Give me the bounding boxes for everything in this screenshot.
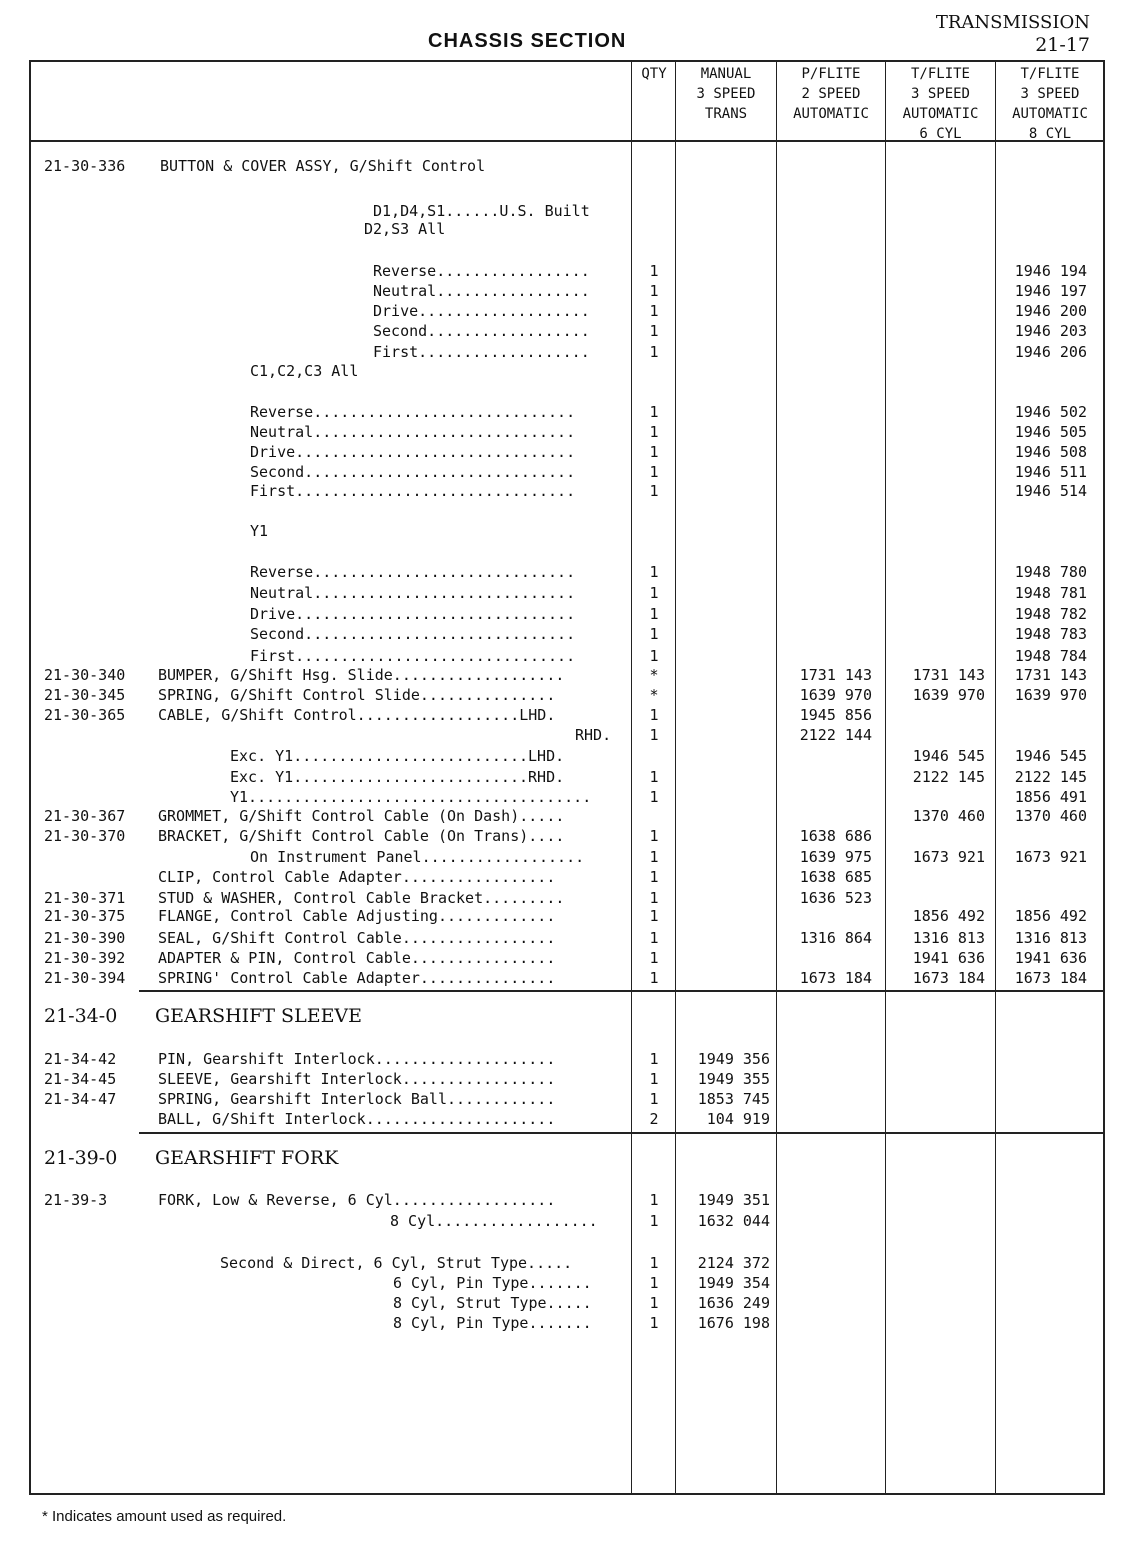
part-number-cell: 1946 545 — [912, 747, 985, 765]
group-number: 21-39-0 — [44, 1147, 118, 1169]
part-description: Second & Direct, 6 Cyl, Strut Type..... — [220, 1254, 573, 1272]
part-number-cell: 1673 184 — [1014, 969, 1087, 987]
quantity-cell: 1 — [649, 584, 659, 602]
quantity-cell: 1 — [649, 889, 659, 907]
part-number-cell: 1946 508 — [1014, 443, 1087, 461]
part-description: Exc. Y1..........................LHD. — [230, 747, 565, 765]
part-number-cell: 1638 686 — [799, 827, 872, 845]
quantity-cell: 1 — [649, 726, 659, 744]
part-group-number: 21-30-340 — [44, 666, 126, 684]
part-description: RHD. — [575, 726, 612, 744]
part-description: SEAL, G/Shift Control Cable................. — [158, 929, 556, 947]
part-description: PIN, Gearshift Interlock.................... — [158, 1050, 556, 1068]
quantity-cell: 1 — [649, 969, 659, 987]
part-group-number: 21-34-45 — [44, 1070, 117, 1088]
part-description: First............................... — [250, 482, 576, 500]
quantity-cell: 1 — [649, 343, 659, 361]
part-group-number: 21-30-375 — [44, 907, 126, 925]
group-title: GEARSHIFT FORK — [155, 1147, 339, 1169]
quantity-cell: 1 — [649, 1254, 659, 1272]
part-number-cell: 1673 921 — [1014, 848, 1087, 866]
column-header-qty: QTY — [641, 66, 667, 82]
quantity-cell: 1 — [649, 605, 659, 623]
part-number-cell: 2122 144 — [799, 726, 872, 744]
page-number: 21-17 — [1035, 34, 1090, 56]
quantity-cell: 1 — [649, 443, 659, 461]
quantity-cell: 1 — [649, 463, 659, 481]
part-group-number: 21-34-42 — [44, 1050, 117, 1068]
part-description: C1,C2,C3 All — [250, 362, 359, 380]
part-number-cell: 1673 184 — [912, 969, 985, 987]
part-description: Drive............................... — [250, 605, 576, 623]
quantity-cell: 1 — [649, 1070, 659, 1088]
part-group-number: 21-30-392 — [44, 949, 126, 967]
part-group-number: 21-30-370 — [44, 827, 126, 845]
section-title: CHASSIS SECTION — [428, 30, 627, 52]
part-description: First................... — [373, 343, 590, 361]
column-header-pflite: P/FLITE 2 SPEED AUTOMATIC — [793, 66, 869, 122]
part-group-number: 21-30-336 — [44, 157, 126, 175]
part-description: 8 Cyl, Pin Type....... — [393, 1314, 592, 1332]
part-number-cell: 1370 460 — [912, 807, 985, 825]
part-number-cell: 2122 145 — [912, 768, 985, 786]
part-number-cell: 1673 921 — [912, 848, 985, 866]
part-description: Second.................. — [373, 322, 590, 340]
quantity-cell: 1 — [649, 706, 659, 724]
part-number-cell: 1856 491 — [1014, 788, 1087, 806]
part-description: Y1...................................... — [230, 788, 592, 806]
quantity-cell: 2 — [649, 1110, 659, 1128]
part-number-cell: 1853 745 — [697, 1090, 770, 1108]
section-name: TRANSMISSION — [935, 12, 1090, 33]
part-group-number: 21-30-365 — [44, 706, 126, 724]
quantity-cell: 1 — [649, 907, 659, 925]
quantity-cell: 1 — [649, 625, 659, 643]
part-description: CABLE, G/Shift Control..................LHD. — [158, 706, 556, 724]
part-description: FORK, Low & Reverse, 6 Cyl.................. — [158, 1191, 556, 1209]
quantity-cell: 1 — [649, 949, 659, 967]
quantity-cell: 1 — [649, 423, 659, 441]
part-number-cell: 1632 044 — [697, 1212, 770, 1230]
part-description: Exc. Y1..........................RHD. — [230, 768, 565, 786]
quantity-cell: 1 — [649, 1294, 659, 1312]
part-number-cell: 1370 460 — [1014, 807, 1087, 825]
part-number-cell: 1946 545 — [1014, 747, 1087, 765]
part-number-cell: 1946 203 — [1014, 322, 1087, 340]
quantity-cell: * — [649, 686, 659, 704]
part-number-cell: 1316 864 — [799, 929, 872, 947]
part-description: GROMMET, G/Shift Control Cable (On Dash)..... — [158, 807, 565, 825]
group-title: GEARSHIFT SLEEVE — [155, 1005, 363, 1027]
quantity-cell: 1 — [649, 322, 659, 340]
quantity-cell: 1 — [649, 827, 659, 845]
quantity-cell: 1 — [649, 848, 659, 866]
group-rule-fork — [139, 1132, 1105, 1134]
part-number-cell: 2124 372 — [697, 1254, 770, 1272]
column-header-tflite-6cyl: T/FLITE 3 SPEED AUTOMATIC 6 CYL — [902, 66, 979, 142]
part-description: BRACKET, G/Shift Control Cable (On Trans).... — [158, 827, 565, 845]
column-header-tflite-8cyl: T/FLITE 3 SPEED AUTOMATIC 8 CYL — [1012, 66, 1088, 142]
part-number-cell: 1636 523 — [799, 889, 872, 907]
part-description: D2,S3 All — [364, 220, 446, 238]
part-number-cell: 1856 492 — [912, 907, 985, 925]
part-number-cell: 1949 355 — [697, 1070, 770, 1088]
quantity-cell: 1 — [649, 282, 659, 300]
group-rule-sleeve — [139, 990, 1105, 992]
part-group-number: 21-34-47 — [44, 1090, 117, 1108]
part-number-cell: 104 919 — [706, 1110, 770, 1128]
quantity-cell: 1 — [649, 563, 659, 581]
part-group-number: 21-30-367 — [44, 807, 126, 825]
part-number-cell: 1638 685 — [799, 868, 872, 886]
part-number-cell: 1731 143 — [799, 666, 872, 684]
part-description: Reverse................. — [373, 262, 590, 280]
part-description: Reverse............................. — [250, 403, 576, 421]
part-description: Reverse............................. — [250, 563, 576, 581]
quantity-cell: 1 — [649, 768, 659, 786]
part-number-cell: 1946 505 — [1014, 423, 1087, 441]
part-number-cell: 1946 514 — [1014, 482, 1087, 500]
col-divider-pflite — [776, 60, 777, 1495]
part-description: CLIP, Control Cable Adapter................. — [158, 868, 556, 886]
part-description: SLEEVE, Gearshift Interlock................. — [158, 1070, 556, 1088]
part-number-cell: 2122 145 — [1014, 768, 1087, 786]
part-number-cell: 1316 813 — [1014, 929, 1087, 947]
part-description: 8 Cyl.................. — [390, 1212, 598, 1230]
part-number-cell: 1948 783 — [1014, 625, 1087, 643]
part-number-cell: 1636 249 — [697, 1294, 770, 1312]
part-description: BALL, G/Shift Interlock..................... — [158, 1110, 556, 1128]
quantity-cell: 1 — [649, 929, 659, 947]
part-number-cell: 1941 636 — [912, 949, 985, 967]
part-number-cell: 1673 184 — [799, 969, 872, 987]
part-description: D1,D4,S1......U.S. Built — [373, 202, 590, 220]
group-number: 21-34-0 — [44, 1005, 118, 1027]
part-number-cell: 1639 970 — [799, 686, 872, 704]
quantity-cell: 1 — [649, 302, 659, 320]
part-description: Drive................... — [373, 302, 590, 320]
part-description: Y1 — [250, 522, 269, 540]
part-description: Second.............................. — [250, 625, 576, 643]
part-number-cell: 1639 975 — [799, 848, 872, 866]
part-description: On Instrument Panel.................. — [250, 848, 585, 866]
part-description: 6 Cyl, Pin Type....... — [393, 1274, 592, 1292]
quantity-cell: 1 — [649, 1191, 659, 1209]
quantity-cell: 1 — [649, 262, 659, 280]
part-number-cell: 1316 813 — [912, 929, 985, 947]
part-description: BUTTON & COVER ASSY, G/Shift Control — [160, 157, 486, 175]
part-number-cell: 1946 206 — [1014, 343, 1087, 361]
part-description: ADAPTER & PIN, Control Cable................ — [158, 949, 556, 967]
part-number-cell: 1731 143 — [1014, 666, 1087, 684]
part-description: Neutral............................. — [250, 423, 576, 441]
part-number-cell: 1948 784 — [1014, 647, 1087, 665]
part-number-cell: 1946 197 — [1014, 282, 1087, 300]
quantity-cell: 1 — [649, 647, 659, 665]
part-description: Second.............................. — [250, 463, 576, 481]
quantity-cell: 1 — [649, 1274, 659, 1292]
quantity-cell: 1 — [649, 1314, 659, 1332]
column-header-manual: MANUAL 3 SPEED TRANS — [696, 66, 756, 122]
part-description: 8 Cyl, Strut Type..... — [393, 1294, 592, 1312]
part-number-cell: 1946 200 — [1014, 302, 1087, 320]
footnote: * Indicates amount used as required. — [42, 1508, 287, 1525]
part-number-cell: 1941 636 — [1014, 949, 1087, 967]
part-description: Neutral................. — [373, 282, 590, 300]
part-description: SPRING' Control Cable Adapter............... — [158, 969, 556, 987]
part-number-cell: 1945 856 — [799, 706, 872, 724]
part-number-cell: 1948 781 — [1014, 584, 1087, 602]
part-number-cell: 1949 354 — [697, 1274, 770, 1292]
quantity-cell: 1 — [649, 1050, 659, 1068]
quantity-cell: 1 — [649, 403, 659, 421]
part-number-cell: 1639 970 — [1014, 686, 1087, 704]
quantity-cell: 1 — [649, 1090, 659, 1108]
quantity-cell: 1 — [649, 788, 659, 806]
part-group-number: 21-30-390 — [44, 929, 126, 947]
part-group-number: 21-39-3 — [44, 1191, 108, 1209]
part-number-cell: 1949 356 — [697, 1050, 770, 1068]
part-number-cell: 1949 351 — [697, 1191, 770, 1209]
part-number-cell: 1946 194 — [1014, 262, 1087, 280]
part-description: Drive............................... — [250, 443, 576, 461]
quantity-cell: 1 — [649, 868, 659, 886]
quantity-cell: * — [649, 666, 659, 684]
part-number-cell: 1946 502 — [1014, 403, 1087, 421]
quantity-cell: 1 — [649, 1212, 659, 1230]
part-description: SPRING, G/Shift Control Slide............... — [158, 686, 556, 704]
part-description: SPRING, Gearshift Interlock Ball............ — [158, 1090, 556, 1108]
part-description: Neutral............................. — [250, 584, 576, 602]
part-number-cell: 1731 143 — [912, 666, 985, 684]
part-number-cell: 1946 511 — [1014, 463, 1087, 481]
part-number-cell: 1639 970 — [912, 686, 985, 704]
part-group-number: 21-30-371 — [44, 889, 126, 907]
part-number-cell: 1676 198 — [697, 1314, 770, 1332]
part-number-cell: 1948 780 — [1014, 563, 1087, 581]
part-number-cell: 1948 782 — [1014, 605, 1087, 623]
part-description: First............................... — [250, 647, 576, 665]
part-description: STUD & WASHER, Control Cable Bracket......... — [158, 889, 565, 907]
quantity-cell: 1 — [649, 482, 659, 500]
part-number-cell: 1856 492 — [1014, 907, 1087, 925]
part-description: BUMPER, G/Shift Hsg. Slide................... — [158, 666, 565, 684]
part-description: FLANGE, Control Cable Adjusting............. — [158, 907, 556, 925]
part-group-number: 21-30-345 — [44, 686, 126, 704]
part-group-number: 21-30-394 — [44, 969, 126, 987]
